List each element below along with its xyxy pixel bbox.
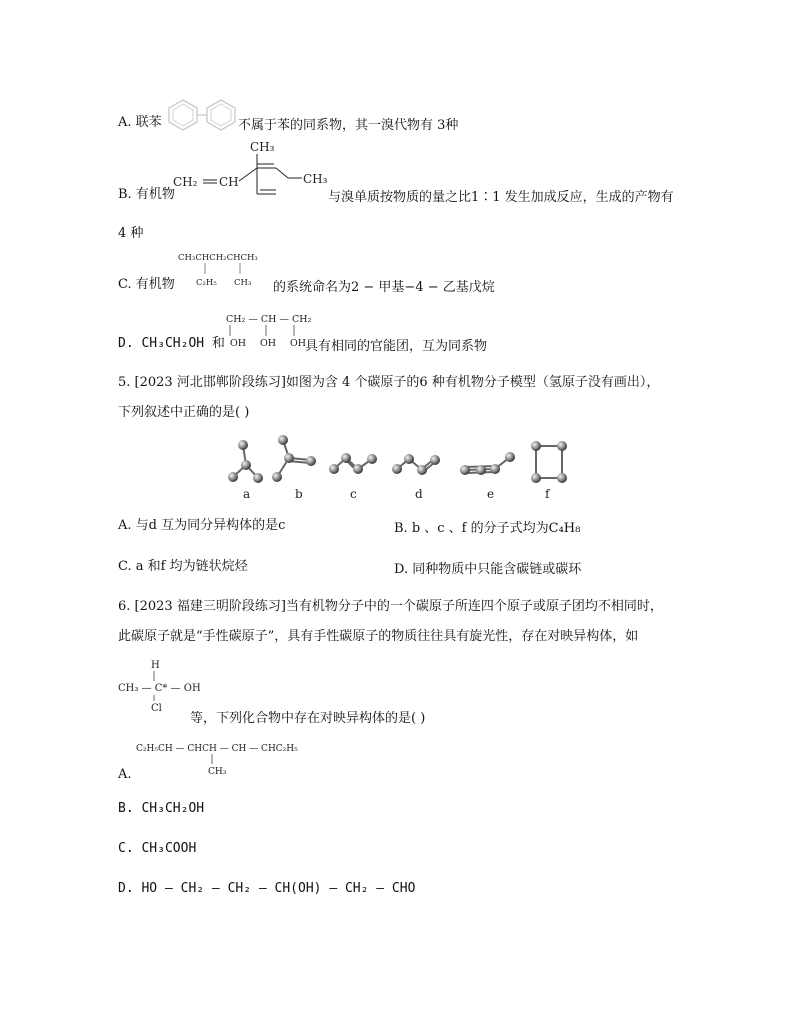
model-d-atom: [392, 464, 402, 474]
q6-option-d: D. HO — CH₂ — CH₂ — CH(OH) — CH₂ — CHO: [118, 881, 416, 896]
glycerol-structure: [224, 310, 310, 352]
q6-option-a-label: A.: [118, 767, 132, 782]
option-a-label: A. 联苯: [118, 115, 162, 130]
struct-c-main: CH₃CHCH₂CHCH₃: [178, 253, 258, 263]
q5-stem-line1: 5. [2023 河北邯郸阶段练习]如图为含 4 个碳原子的6 种有机物分子模型（氢原子没有画出），: [118, 375, 660, 390]
q6-stem-line1: 6. [2023 福建三明阶段练习]当有机物分子中的一个碳原子所连四个原子或原子团均不相同时，: [118, 599, 663, 614]
model-b-atom: [278, 435, 288, 445]
struct-ch3-right: CH₃: [303, 172, 328, 186]
molecule-models-figure: [225, 432, 585, 504]
model-label-d: d: [415, 487, 423, 501]
model-a-atom: [238, 440, 248, 450]
struct-d-top: CH₂ — CH — CH₂: [226, 314, 312, 325]
struct-c-sub1: C₂H₅: [196, 278, 217, 288]
model-f-atom: [531, 441, 541, 451]
biphenyl-structure: [166, 97, 238, 133]
example-cl: Cl: [151, 703, 162, 714]
model-e-atom: [460, 465, 470, 475]
q5-option-a: A. 与d 互为同分异构体的是c: [118, 518, 286, 533]
struct-ch3-top: CH₃: [250, 140, 275, 154]
struct-d-oh2: OH: [260, 338, 277, 349]
model-label-f: f: [545, 487, 550, 501]
q6-stem-line3: 等，下列化合物中存在对映异构体的是( ): [190, 711, 426, 726]
q6-stem-line2: 此碳原子就是“手性碳原子”，具有手性碳原子的物质往往具有旋光性，存在对映异构体，如: [118, 629, 639, 644]
model-c-atom: [329, 464, 339, 474]
struct-c-sub2: CH₃: [234, 278, 252, 288]
model-label-b: b: [295, 487, 303, 501]
option-b-text: 与溴单质按物质的量之比1∶1 发生加成反应，生成的产物有: [328, 190, 674, 205]
option-b-structure: [172, 138, 332, 200]
option-c-label: C. 有机物: [118, 277, 175, 292]
model-label-e: e: [487, 487, 495, 501]
option-c-text: 的系统命名为2 − 甲基−4 − 乙基戊烷: [273, 280, 495, 295]
option-a-text: 不属于苯的同系物，其一溴代物有 3种: [238, 118, 459, 133]
model-label-a: a: [243, 487, 251, 501]
q6-a-sub: CH₃: [208, 767, 227, 777]
option-d-text: 具有相同的官能团，互为同系物: [305, 339, 488, 354]
struct-ch: CH: [219, 175, 239, 189]
q6-a-main: C₂H₅CH — CHCH — CH — CHC₂H₅: [136, 744, 298, 754]
q5-option-b: B. b 、c 、f 的分子式均为C₄H₈: [394, 521, 581, 536]
q6-option-a-structure: [136, 740, 326, 776]
model-label-c: c: [350, 487, 357, 501]
q5-stem-line2: 下列叙述中正确的是( ): [118, 405, 250, 420]
option-b-continuation: 4 种: [118, 226, 144, 241]
option-c-structure: [178, 249, 274, 291]
struct-d-oh1: OH: [230, 338, 247, 349]
q5-option-c: C. a 和f 均为链状烷烃: [118, 559, 248, 574]
example-main: CH₃ — C* — OH: [118, 683, 201, 694]
option-b-label: B. 有机物: [118, 187, 175, 202]
struct-d-oh3: OH: [290, 338, 307, 349]
option-d-label: D. CH₃CH₂OH 和: [118, 336, 225, 351]
chiral-example-structure: [118, 656, 201, 714]
q5-option-d: D. 同种物质中只能含碳链或碳环: [394, 562, 582, 577]
example-h: H: [151, 660, 160, 671]
q6-option-b: B. CH₃CH₂OH: [118, 801, 205, 816]
q6-option-c: C. CH₃COOH: [118, 841, 197, 856]
struct-ch2: CH₂: [173, 175, 198, 189]
